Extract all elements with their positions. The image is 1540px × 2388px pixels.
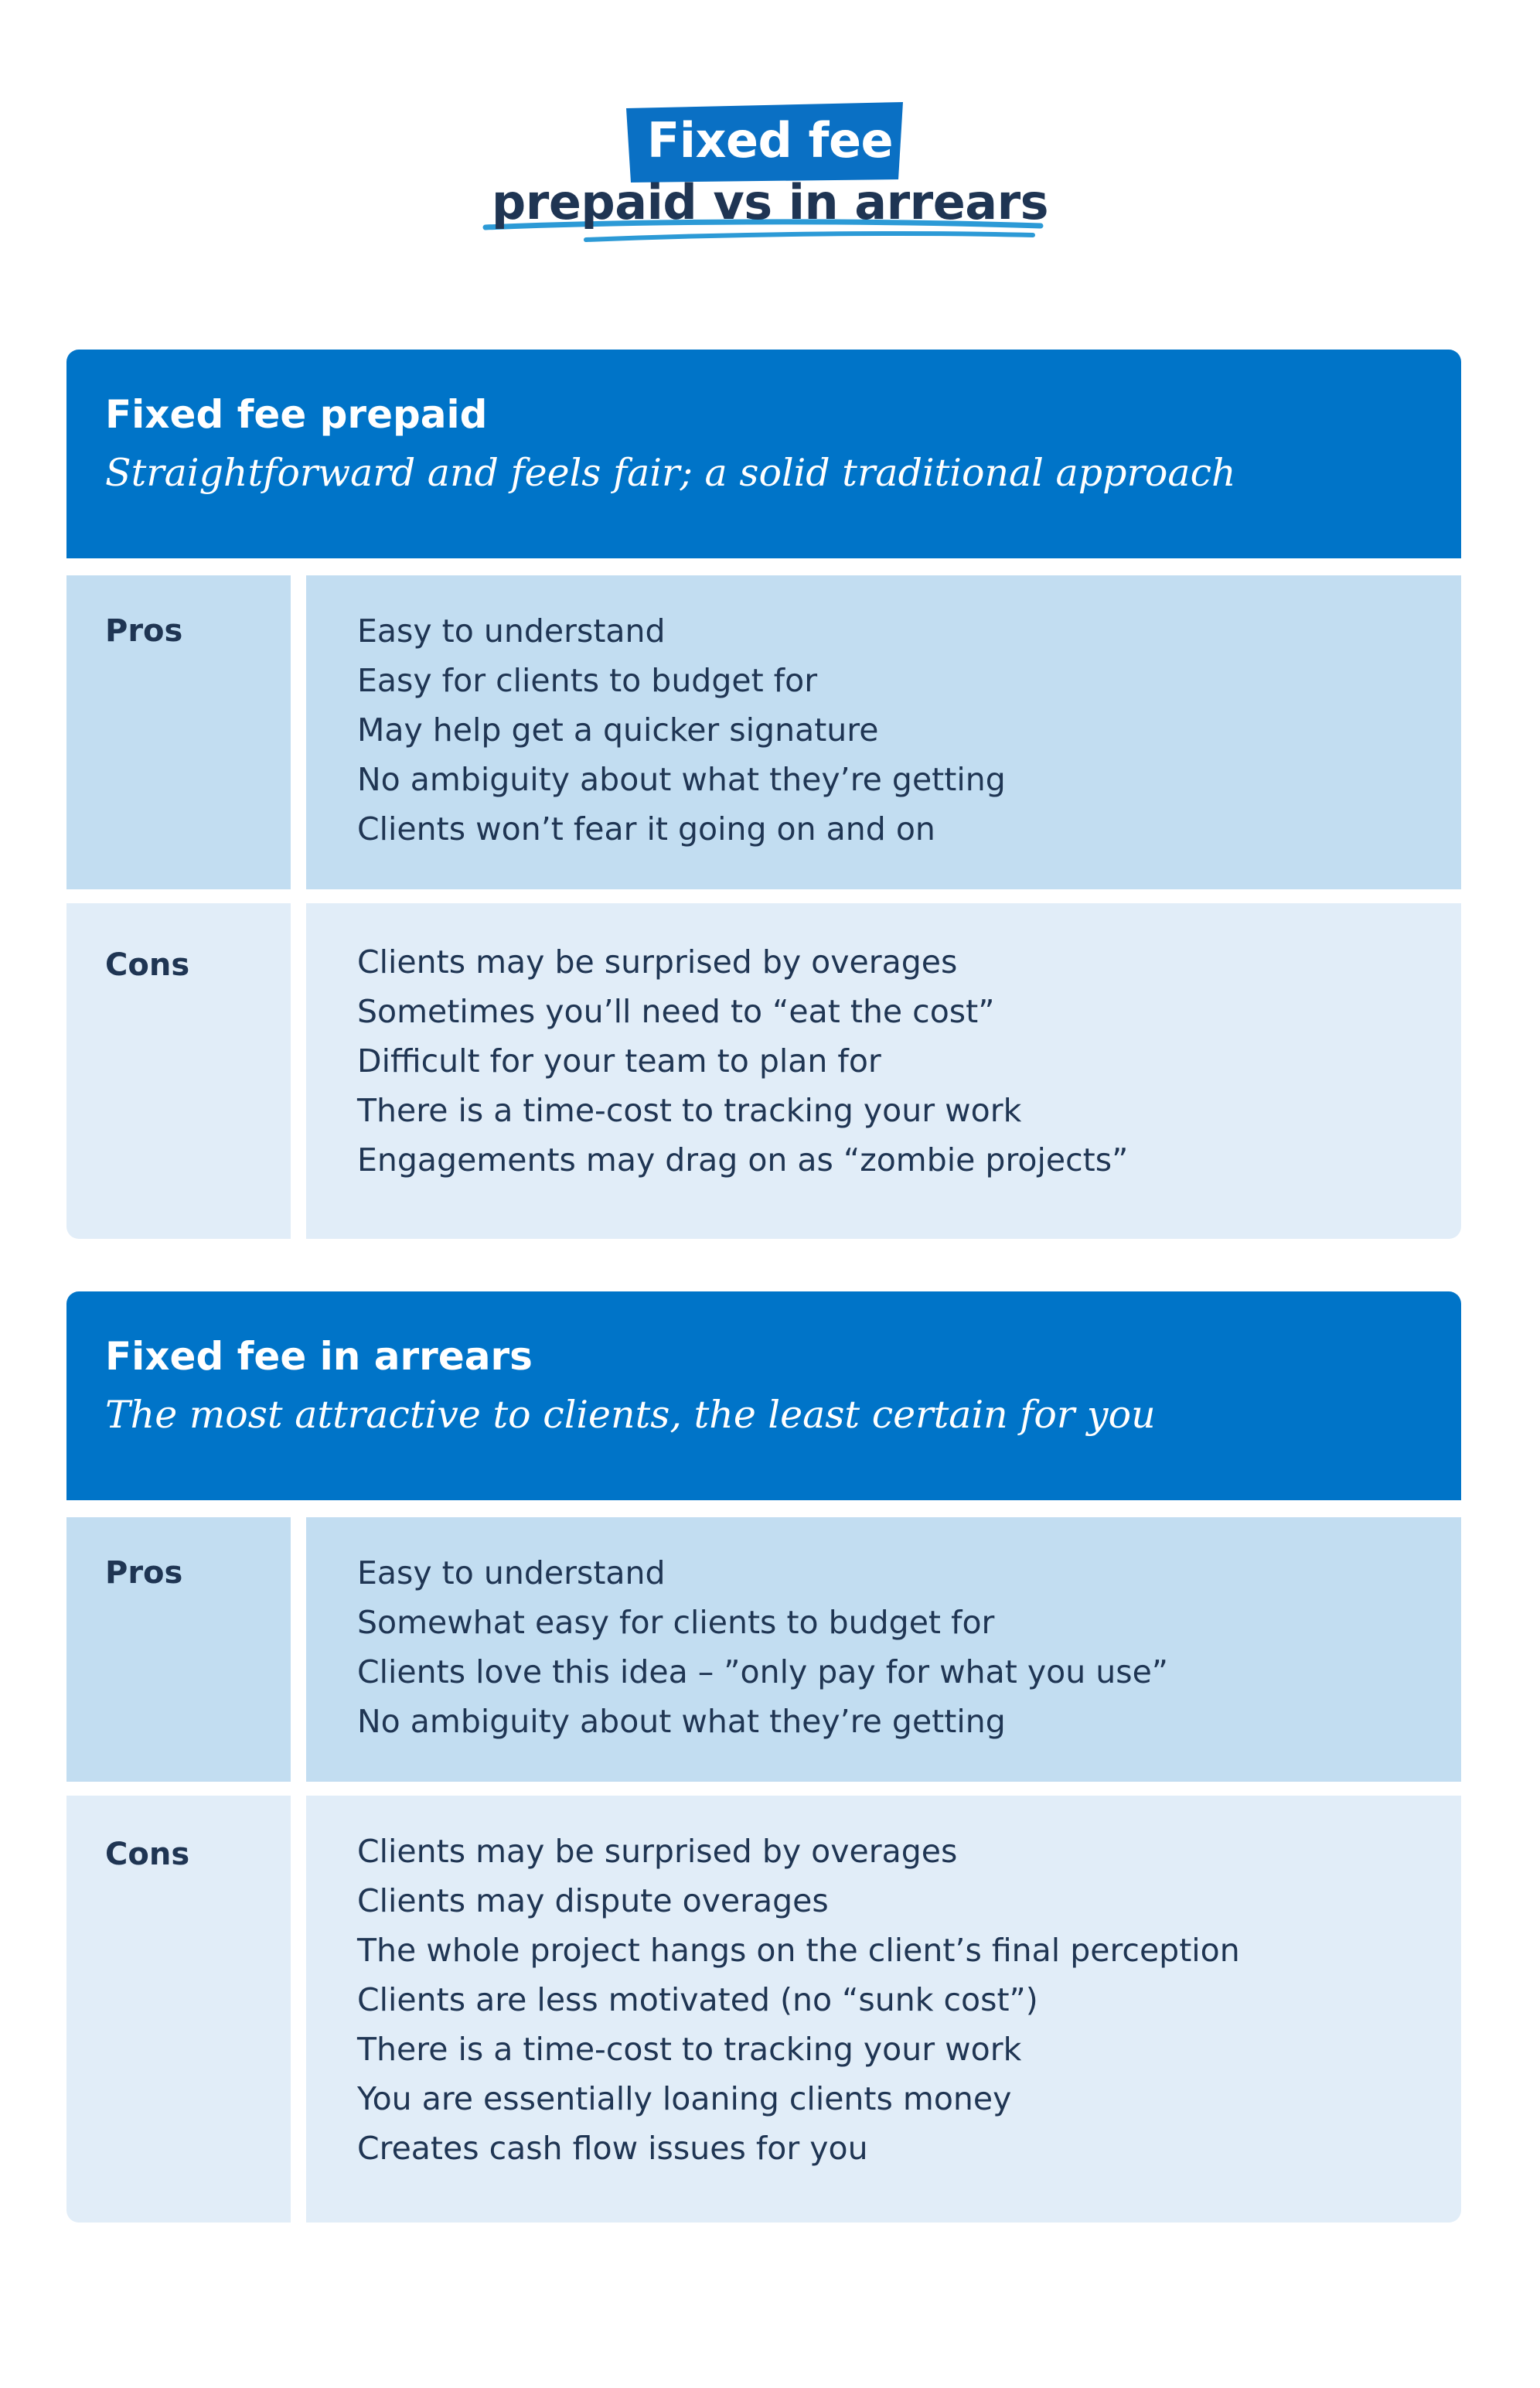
list-item: Clients may be surprised by overages (357, 943, 958, 981)
list-item: Easy to understand (357, 1554, 666, 1591)
cons-list (357, 1827, 1240, 2173)
list-item: No ambiguity about what they’re getting (357, 761, 1006, 798)
list-item: Clients may be surprised by overages (357, 1833, 958, 1870)
list-item: Somewhat easy for clients to budget for (357, 1604, 995, 1641)
list-item: May help get a quicker signature (357, 711, 879, 749)
card-subtitle: Straightforward and feels fair; a solid traditional approach (105, 451, 1236, 495)
cons-label-cell (66, 1796, 291, 2223)
pros-label: Pros (105, 613, 183, 649)
card-header (66, 1291, 1461, 1500)
list-item: Sometimes you’ll need to “eat the cost” (357, 993, 995, 1030)
page-header (0, 0, 1540, 278)
cons-label: Cons (105, 947, 190, 983)
card-fixed-fee-in-arrears (66, 1291, 1461, 2223)
pros-label-cell (66, 1517, 291, 1782)
pros-label: Pros (105, 1555, 183, 1591)
list-item: There is a time-cost to tracking your work (357, 1092, 1022, 1129)
title-underline-stroke-2 (586, 234, 1033, 240)
list-item: Clients love this idea – ”only pay for what you use” (357, 1653, 1169, 1690)
list-item: Easy to understand (357, 612, 666, 650)
list-item: There is a time-cost to tracking your work (357, 2031, 1022, 2068)
list-item: Creates cash flow issues for you (357, 2130, 868, 2167)
cons-label-cell (66, 903, 291, 1239)
cons-list (357, 937, 1128, 1185)
cons-list-cell (306, 1796, 1461, 2223)
list-item: The whole project hangs on the client’s final perception (357, 1932, 1240, 1969)
list-item: No ambiguity about what they’re getting (357, 1703, 1006, 1740)
pros-list (357, 1548, 1168, 1746)
pros-list-cell (306, 575, 1461, 889)
cons-list-cell (306, 903, 1461, 1239)
cons-label: Cons (105, 1837, 190, 1872)
page-title-line1: Fixed fee (646, 112, 894, 169)
card-title: Fixed fee in arrears (105, 1334, 533, 1379)
card-fixed-fee-prepaid (66, 350, 1461, 1239)
list-item: Easy for clients to budget for (357, 662, 818, 699)
pros-label-cell (66, 575, 291, 889)
list-item: Clients are less motivated (no “sunk cost”) (357, 1981, 1038, 2018)
list-item: Engagements may drag on as “zombie projects” (357, 1141, 1129, 1179)
list-item: You are essentially loaning clients money (357, 2080, 1012, 2117)
pros-list (357, 606, 1006, 854)
page-title-line2: prepaid vs in arrears (491, 174, 1049, 230)
card-title: Fixed fee prepaid (105, 392, 488, 437)
card-header (66, 350, 1461, 558)
list-item: Difficult for your team to plan for (357, 1042, 881, 1080)
pros-list-cell (306, 1517, 1461, 1782)
list-item: Clients may dispute overages (357, 1882, 829, 1919)
list-item: Clients won’t fear it going on and on (357, 810, 935, 848)
card-subtitle: The most attractive to clients, the least certain for you (105, 1393, 1156, 1437)
